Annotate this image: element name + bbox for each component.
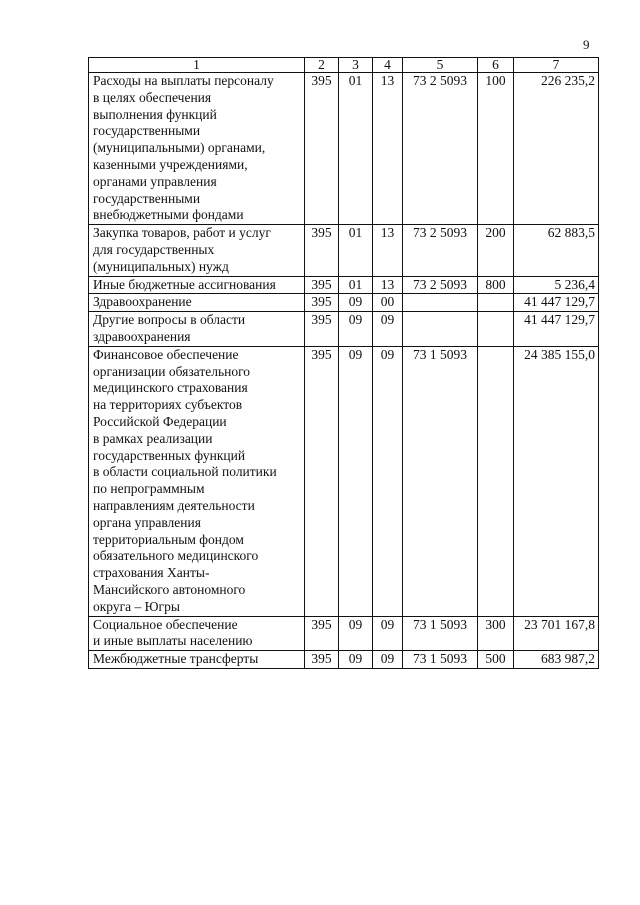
row-name-line: в рамках реализации (93, 430, 213, 446)
subsection-code-cell: 09 (373, 651, 403, 669)
admin-code-cell: 395 (305, 73, 339, 225)
subsection-code-cell: 13 (373, 276, 403, 294)
header-col-1: 1 (89, 58, 305, 73)
row-name-line: государственных функций (93, 447, 246, 463)
expense-type-cell: 200 (478, 225, 514, 276)
admin-code-cell: 395 (305, 346, 339, 616)
subsection-code-cell: 13 (373, 225, 403, 276)
subsection-code-cell: 00 (373, 294, 403, 312)
target-article-cell: 73 1 5093 (403, 616, 478, 651)
admin-code-cell: 395 (305, 616, 339, 651)
admin-code-cell: 395 (305, 312, 339, 347)
subsection-code-cell: 09 (373, 312, 403, 347)
target-article-cell: 73 2 5093 (403, 276, 478, 294)
table-row (89, 616, 599, 651)
row-name-line: территориальным фондом (93, 531, 244, 547)
table-row (89, 294, 599, 312)
row-name-line: на территориях субъектов (93, 397, 243, 413)
table-row (89, 346, 599, 616)
row-name-line: направлениям деятельности (93, 497, 255, 513)
table-row (89, 225, 599, 276)
target-article-cell (403, 294, 478, 312)
target-article-cell: 73 2 5093 (403, 73, 478, 225)
row-name-cell (89, 225, 305, 276)
row-name-line: округа – Югры (93, 598, 180, 614)
row-name-cell (89, 276, 305, 294)
row-name-line: (муниципальными) органами, (93, 140, 266, 156)
admin-code-cell: 395 (305, 225, 339, 276)
row-name-line: в целях обеспечения (93, 89, 212, 105)
row-name-line: медицинского страхования (93, 380, 248, 396)
page-number: 9 (583, 37, 590, 52)
row-name-line: Другие вопросы в области (93, 312, 246, 328)
expense-type-cell: 100 (478, 73, 514, 225)
table-row (89, 73, 599, 225)
row-name-line: организации обязательного (93, 363, 251, 379)
budget-table (88, 57, 599, 669)
row-name-cell (89, 294, 305, 312)
section-code-cell: 09 (339, 346, 373, 616)
header-col-2: 2 (305, 58, 339, 73)
admin-code-cell: 395 (305, 294, 339, 312)
row-name-cell (89, 346, 305, 616)
row-name-line: Финансовое обеспечение (93, 346, 239, 362)
header-col-7: 7 (514, 58, 599, 73)
amount-cell: 62 883,5 (514, 225, 599, 276)
row-name-line: выполнения функций (93, 106, 217, 122)
row-name-cell (89, 616, 305, 651)
table-row (89, 276, 599, 294)
row-name-cell (89, 651, 305, 669)
expense-type-cell: 500 (478, 651, 514, 669)
row-name-line: здравоохранения (93, 328, 191, 344)
target-article-cell: 73 2 5093 (403, 225, 478, 276)
target-article-cell: 73 1 5093 (403, 651, 478, 669)
table-body (89, 73, 599, 669)
row-name-line: Мансийского автономного (93, 581, 246, 597)
row-name-line: Здравоохранение (93, 294, 192, 310)
row-name-line: Российской Федерации (93, 413, 227, 429)
table-header-row (89, 58, 599, 73)
row-name-cell (89, 73, 305, 225)
amount-cell: 41 447 129,7 (514, 312, 599, 347)
row-name-line: по непрограммным (93, 481, 205, 497)
subsection-code-cell: 09 (373, 346, 403, 616)
row-name-line: Социальное обеспечение (93, 616, 238, 632)
section-code-cell: 01 (339, 73, 373, 225)
row-name-line: страхования Ханты- (93, 565, 210, 581)
row-name-line: внебюджетными фондами (93, 207, 244, 223)
section-code-cell: 01 (339, 276, 373, 294)
row-name-line: органа управления (93, 514, 201, 530)
row-name-line: казенными учреждениями, (93, 156, 248, 172)
row-name-line: и иные выплаты населению (93, 633, 253, 649)
header-col-6: 6 (478, 58, 514, 73)
row-name-line: для государственных (93, 241, 215, 257)
amount-cell: 226 235,2 (514, 73, 599, 225)
subsection-code-cell: 13 (373, 73, 403, 225)
amount-cell: 5 236,4 (514, 276, 599, 294)
header-col-5: 5 (403, 58, 478, 73)
section-code-cell: 09 (339, 294, 373, 312)
expense-type-cell: 300 (478, 616, 514, 651)
subsection-code-cell: 09 (373, 616, 403, 651)
expense-type-cell (478, 294, 514, 312)
expense-type-cell (478, 346, 514, 616)
section-code-cell: 09 (339, 651, 373, 669)
table-row (89, 651, 599, 669)
row-name-line: (муниципальных) нужд (93, 258, 229, 274)
amount-cell: 41 447 129,7 (514, 294, 599, 312)
admin-code-cell: 395 (305, 276, 339, 294)
section-code-cell: 01 (339, 225, 373, 276)
amount-cell: 23 701 167,8 (514, 616, 599, 651)
row-name-line: государственными (93, 190, 201, 206)
table-row (89, 312, 599, 347)
row-name-line: Межбюджетные трансферты (93, 651, 259, 667)
amount-cell: 683 987,2 (514, 651, 599, 669)
expense-type-cell: 800 (478, 276, 514, 294)
row-name-line: органами управления (93, 173, 217, 189)
row-name-line: обязательного медицинского (93, 548, 259, 564)
target-article-cell (403, 312, 478, 347)
section-code-cell: 09 (339, 312, 373, 347)
row-name-line: Иные бюджетные ассигнования (93, 276, 276, 292)
row-name-cell (89, 312, 305, 347)
row-name-line: Закупка товаров, работ и услуг (93, 225, 271, 241)
target-article-cell: 73 1 5093 (403, 346, 478, 616)
admin-code-cell: 395 (305, 651, 339, 669)
row-name-line: в области социальной политики (93, 464, 277, 480)
header-col-4: 4 (373, 58, 403, 73)
expense-type-cell (478, 312, 514, 347)
section-code-cell: 09 (339, 616, 373, 651)
row-name-line: государственными (93, 123, 201, 139)
header-col-3: 3 (339, 58, 373, 73)
row-name-line: Расходы на выплаты персоналу (93, 73, 274, 88)
amount-cell: 24 385 155,0 (514, 346, 599, 616)
